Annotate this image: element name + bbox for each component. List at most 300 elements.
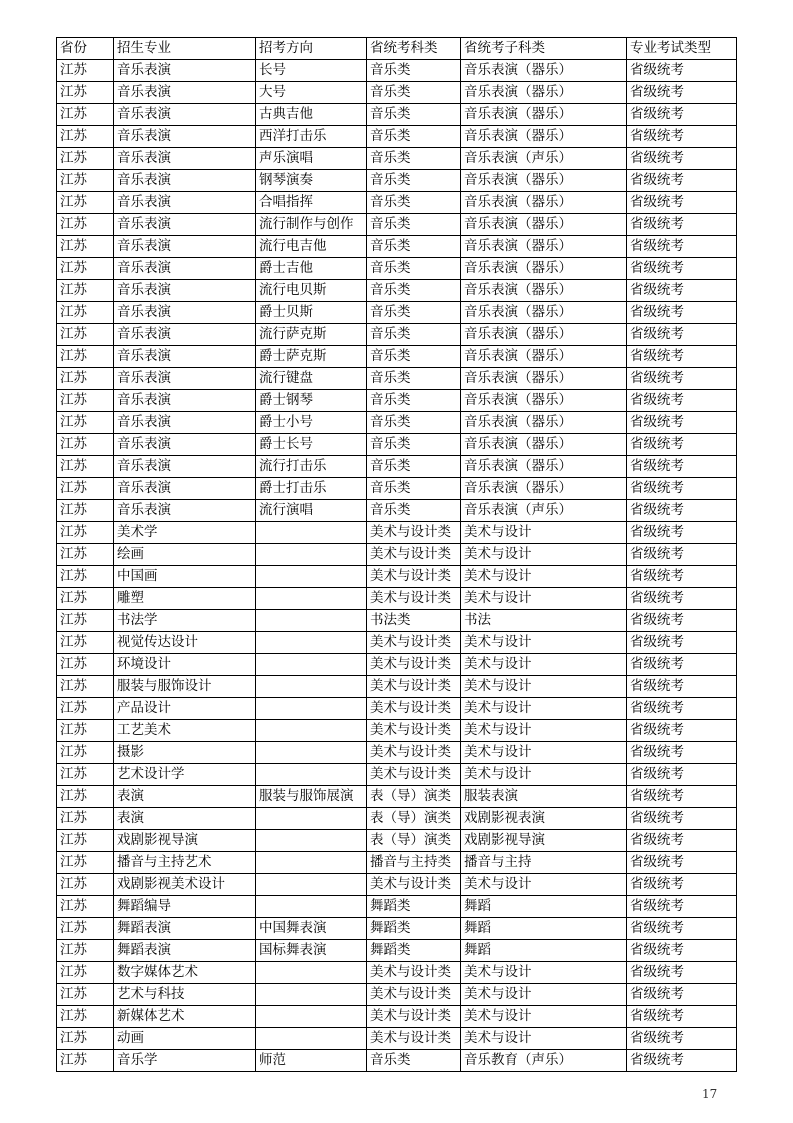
cell-major: 音乐表演 [114,170,256,192]
cell-exam-category: 音乐类 [367,258,461,280]
cell-exam-type: 省级统考 [627,324,737,346]
cell-province: 江苏 [57,148,114,170]
table-row [57,346,737,368]
table-row [57,236,737,258]
cell-exam-subcategory: 美术与设计 [461,632,627,654]
cell-exam-type: 省级统考 [627,148,737,170]
cell-province: 江苏 [57,742,114,764]
cell-major: 视觉传达设计 [114,632,256,654]
table-row [57,588,737,610]
table-row [57,192,737,214]
cell-direction: 流行演唱 [256,500,367,522]
cell-exam-category: 美术与设计类 [367,632,461,654]
cell-exam-category: 美术与设计类 [367,742,461,764]
cell-direction: 爵士打击乐 [256,478,367,500]
table-row [57,544,737,566]
table-row [57,82,737,104]
cell-exam-category: 舞蹈类 [367,896,461,918]
cell-exam-category: 音乐类 [367,500,461,522]
cell-direction [256,852,367,874]
cell-exam-type: 省级统考 [627,742,737,764]
table-row [57,962,737,984]
cell-exam-category: 音乐类 [367,346,461,368]
cell-direction: 合唱指挥 [256,192,367,214]
cell-exam-category: 美术与设计类 [367,544,461,566]
cell-major: 中国画 [114,566,256,588]
cell-direction: 爵士吉他 [256,258,367,280]
cell-direction: 爵士钢琴 [256,390,367,412]
cell-exam-category: 表（导）演类 [367,786,461,808]
cell-exam-category: 美术与设计类 [367,764,461,786]
cell-exam-type: 省级统考 [627,1006,737,1028]
table-row [57,566,737,588]
cell-province: 江苏 [57,918,114,940]
table-row [57,170,737,192]
cell-province: 江苏 [57,324,114,346]
cell-province: 江苏 [57,104,114,126]
cell-major: 新媒体艺术 [114,1006,256,1028]
cell-direction: 国标舞表演 [256,940,367,962]
cell-exam-category: 书法类 [367,610,461,632]
table-row [57,808,737,830]
cell-province: 江苏 [57,654,114,676]
cell-direction [256,764,367,786]
cell-major: 美术学 [114,522,256,544]
cell-province: 江苏 [57,368,114,390]
cell-exam-subcategory: 音乐表演（声乐） [461,500,627,522]
cell-direction: 长号 [256,60,367,82]
cell-direction: 服装与服饰展演 [256,786,367,808]
cell-exam-category: 音乐类 [367,214,461,236]
cell-exam-type: 省级统考 [627,412,737,434]
cell-province: 江苏 [57,170,114,192]
cell-province: 江苏 [57,720,114,742]
cell-exam-type: 省级统考 [627,522,737,544]
cell-direction [256,874,367,896]
cell-exam-subcategory: 戏剧影视表演 [461,808,627,830]
table-row [57,126,737,148]
cell-exam-type: 省级统考 [627,588,737,610]
cell-exam-subcategory: 美术与设计 [461,588,627,610]
page-number: 17 [702,1087,718,1101]
cell-exam-type: 省级统考 [627,302,737,324]
cell-exam-category: 舞蹈类 [367,940,461,962]
cell-province: 江苏 [57,82,114,104]
cell-major: 艺术设计学 [114,764,256,786]
cell-major: 产品设计 [114,698,256,720]
cell-exam-category: 音乐类 [367,170,461,192]
cell-province: 江苏 [57,610,114,632]
cell-exam-subcategory: 舞蹈 [461,896,627,918]
cell-province: 江苏 [57,874,114,896]
cell-exam-category: 音乐类 [367,60,461,82]
cell-exam-subcategory: 美术与设计 [461,962,627,984]
cell-exam-category: 美术与设计类 [367,522,461,544]
cell-exam-subcategory: 音乐表演（器乐） [461,236,627,258]
cell-major: 戏剧影视导演 [114,830,256,852]
cell-exam-category: 音乐类 [367,1050,461,1072]
cell-direction [256,1006,367,1028]
cell-direction: 流行电吉他 [256,236,367,258]
cell-province: 江苏 [57,896,114,918]
table-row [57,456,737,478]
cell-major: 音乐表演 [114,104,256,126]
cell-province: 江苏 [57,302,114,324]
cell-exam-subcategory: 音乐表演（器乐） [461,302,627,324]
cell-exam-type: 省级统考 [627,676,737,698]
table-row [57,852,737,874]
cell-exam-type: 省级统考 [627,786,737,808]
cell-major: 音乐表演 [114,82,256,104]
cell-exam-subcategory: 音乐表演（器乐） [461,214,627,236]
cell-exam-subcategory: 音乐表演（器乐） [461,258,627,280]
cell-exam-type: 省级统考 [627,698,737,720]
cell-exam-subcategory: 戏剧影视导演 [461,830,627,852]
header-exam-category: 省统考科类 [367,38,461,60]
cell-major: 音乐表演 [114,214,256,236]
cell-major: 摄影 [114,742,256,764]
cell-major: 音乐表演 [114,346,256,368]
cell-exam-category: 音乐类 [367,236,461,258]
cell-province: 江苏 [57,60,114,82]
cell-major: 音乐表演 [114,434,256,456]
cell-direction [256,632,367,654]
cell-exam-type: 省级统考 [627,610,737,632]
cell-direction: 古典吉他 [256,104,367,126]
cell-major: 表演 [114,808,256,830]
cell-direction: 流行打击乐 [256,456,367,478]
cell-exam-category: 音乐类 [367,192,461,214]
cell-exam-subcategory: 舞蹈 [461,940,627,962]
cell-province: 江苏 [57,676,114,698]
table-row [57,1050,737,1072]
cell-exam-category: 舞蹈类 [367,918,461,940]
cell-major: 音乐表演 [114,236,256,258]
cell-exam-category: 音乐类 [367,302,461,324]
cell-direction: 师范 [256,1050,367,1072]
cell-exam-subcategory: 美术与设计 [461,984,627,1006]
cell-province: 江苏 [57,434,114,456]
cell-major: 舞蹈表演 [114,918,256,940]
cell-province: 江苏 [57,808,114,830]
cell-exam-type: 省级统考 [627,962,737,984]
cell-exam-subcategory: 音乐表演（器乐） [461,82,627,104]
cell-exam-subcategory: 音乐表演（器乐） [461,104,627,126]
cell-exam-type: 省级统考 [627,764,737,786]
cell-major: 音乐表演 [114,126,256,148]
cell-major: 艺术与科技 [114,984,256,1006]
cell-exam-type: 省级统考 [627,434,737,456]
cell-exam-type: 省级统考 [627,720,737,742]
cell-exam-type: 省级统考 [627,82,737,104]
cell-exam-type: 省级统考 [627,654,737,676]
cell-exam-category: 音乐类 [367,478,461,500]
cell-major: 工艺美术 [114,720,256,742]
cell-exam-type: 省级统考 [627,500,737,522]
table-row [57,940,737,962]
cell-exam-category: 美术与设计类 [367,984,461,1006]
table-row [57,478,737,500]
cell-exam-subcategory: 美术与设计 [461,676,627,698]
cell-province: 江苏 [57,280,114,302]
table-row [57,324,737,346]
cell-exam-type: 省级统考 [627,808,737,830]
table-row [57,654,737,676]
cell-province: 江苏 [57,1028,114,1050]
cell-exam-category: 音乐类 [367,434,461,456]
cell-major: 雕塑 [114,588,256,610]
cell-exam-category: 音乐类 [367,390,461,412]
cell-exam-category: 表（导）演类 [367,808,461,830]
cell-major: 服装与服饰设计 [114,676,256,698]
table-row [57,720,737,742]
cell-major: 音乐学 [114,1050,256,1072]
cell-direction [256,896,367,918]
cell-exam-subcategory: 音乐表演（器乐） [461,170,627,192]
cell-exam-subcategory: 美术与设计 [461,764,627,786]
cell-direction: 声乐演唱 [256,148,367,170]
cell-exam-category: 美术与设计类 [367,1006,461,1028]
cell-exam-subcategory: 美术与设计 [461,1028,627,1050]
cell-province: 江苏 [57,632,114,654]
cell-exam-type: 省级统考 [627,170,737,192]
table-row [57,258,737,280]
cell-exam-type: 省级统考 [627,896,737,918]
cell-direction [256,1028,367,1050]
cell-major: 音乐表演 [114,258,256,280]
table-row [57,918,737,940]
cell-exam-type: 省级统考 [627,830,737,852]
table-row [57,610,737,632]
cell-direction: 西洋打击乐 [256,126,367,148]
table-row [57,60,737,82]
cell-exam-type: 省级统考 [627,874,737,896]
table-row [57,148,737,170]
cell-exam-subcategory: 音乐表演（声乐） [461,148,627,170]
cell-province: 江苏 [57,698,114,720]
cell-province: 江苏 [57,1050,114,1072]
cell-major: 动画 [114,1028,256,1050]
cell-major: 音乐表演 [114,368,256,390]
cell-exam-type: 省级统考 [627,544,737,566]
table-row [57,698,737,720]
table-row [57,896,737,918]
cell-exam-subcategory: 音乐表演（器乐） [461,478,627,500]
table-row [57,302,737,324]
cell-exam-type: 省级统考 [627,390,737,412]
table-row [57,742,737,764]
cell-major: 环境设计 [114,654,256,676]
cell-exam-type: 省级统考 [627,236,737,258]
cell-direction [256,830,367,852]
table-row [57,434,737,456]
cell-exam-type: 省级统考 [627,1028,737,1050]
cell-province: 江苏 [57,588,114,610]
cell-exam-category: 美术与设计类 [367,698,461,720]
cell-direction: 爵士萨克斯 [256,346,367,368]
cell-province: 江苏 [57,1006,114,1028]
table-row [57,412,737,434]
cell-province: 江苏 [57,456,114,478]
cell-exam-type: 省级统考 [627,852,737,874]
cell-direction: 爵士长号 [256,434,367,456]
cell-exam-category: 美术与设计类 [367,874,461,896]
cell-direction: 爵士小号 [256,412,367,434]
cell-exam-subcategory: 服装表演 [461,786,627,808]
cell-exam-category: 美术与设计类 [367,566,461,588]
cell-exam-subcategory: 播音与主持 [461,852,627,874]
cell-direction [256,566,367,588]
cell-exam-subcategory: 美术与设计 [461,566,627,588]
header-major: 招生专业 [114,38,256,60]
cell-major: 音乐表演 [114,148,256,170]
cell-exam-type: 省级统考 [627,456,737,478]
cell-exam-category: 美术与设计类 [367,654,461,676]
cell-major: 音乐表演 [114,390,256,412]
cell-province: 江苏 [57,390,114,412]
header-exam-type: 专业考试类型 [627,38,737,60]
cell-exam-subcategory: 音乐表演（器乐） [461,434,627,456]
cell-exam-subcategory: 美术与设计 [461,698,627,720]
cell-direction: 中国舞表演 [256,918,367,940]
cell-direction [256,720,367,742]
cell-exam-type: 省级统考 [627,368,737,390]
cell-direction [256,676,367,698]
cell-major: 音乐表演 [114,60,256,82]
cell-exam-type: 省级统考 [627,214,737,236]
cell-exam-category: 音乐类 [367,456,461,478]
cell-direction [256,984,367,1006]
table-row [57,214,737,236]
cell-direction [256,698,367,720]
cell-exam-subcategory: 音乐表演（器乐） [461,368,627,390]
header-direction: 招考方向 [256,38,367,60]
cell-major: 绘画 [114,544,256,566]
cell-exam-category: 音乐类 [367,104,461,126]
cell-exam-type: 省级统考 [627,632,737,654]
cell-exam-subcategory: 音乐表演（器乐） [461,456,627,478]
cell-exam-category: 美术与设计类 [367,1028,461,1050]
cell-province: 江苏 [57,544,114,566]
cell-exam-type: 省级统考 [627,192,737,214]
table-row [57,280,737,302]
table-row [57,764,737,786]
cell-exam-category: 音乐类 [367,82,461,104]
cell-exam-subcategory: 音乐表演（器乐） [461,346,627,368]
cell-exam-category: 美术与设计类 [367,588,461,610]
cell-exam-type: 省级统考 [627,566,737,588]
cell-direction: 大号 [256,82,367,104]
cell-major: 播音与主持艺术 [114,852,256,874]
cell-exam-type: 省级统考 [627,940,737,962]
cell-major: 书法学 [114,610,256,632]
cell-province: 江苏 [57,852,114,874]
table-row [57,368,737,390]
cell-province: 江苏 [57,830,114,852]
cell-direction [256,522,367,544]
table-row [57,874,737,896]
cell-province: 江苏 [57,940,114,962]
cell-exam-type: 省级统考 [627,104,737,126]
cell-major: 音乐表演 [114,500,256,522]
cell-province: 江苏 [57,500,114,522]
cell-major: 舞蹈表演 [114,940,256,962]
cell-exam-category: 音乐类 [367,412,461,434]
cell-exam-subcategory: 音乐表演（器乐） [461,390,627,412]
cell-exam-type: 省级统考 [627,126,737,148]
cell-major: 音乐表演 [114,324,256,346]
cell-exam-type: 省级统考 [627,258,737,280]
cell-exam-type: 省级统考 [627,984,737,1006]
admissions-table [56,37,737,1072]
cell-direction [256,610,367,632]
cell-major: 戏剧影视美术设计 [114,874,256,896]
cell-major: 音乐表演 [114,412,256,434]
table-row [57,632,737,654]
table-row [57,786,737,808]
cell-exam-subcategory: 美术与设计 [461,874,627,896]
table-row [57,500,737,522]
table-row [57,830,737,852]
cell-province: 江苏 [57,962,114,984]
cell-major: 舞蹈编导 [114,896,256,918]
cell-direction [256,808,367,830]
table-row [57,676,737,698]
cell-province: 江苏 [57,522,114,544]
header-province: 省份 [57,38,114,60]
cell-province: 江苏 [57,236,114,258]
cell-direction: 流行电贝斯 [256,280,367,302]
cell-exam-category: 美术与设计类 [367,720,461,742]
cell-exam-category: 音乐类 [367,126,461,148]
cell-exam-subcategory: 音乐表演（器乐） [461,324,627,346]
cell-province: 江苏 [57,984,114,1006]
cell-exam-subcategory: 音乐表演（器乐） [461,126,627,148]
cell-exam-category: 音乐类 [367,280,461,302]
cell-major: 音乐表演 [114,192,256,214]
cell-exam-type: 省级统考 [627,60,737,82]
table-row [57,984,737,1006]
table-row [57,390,737,412]
cell-major: 音乐表演 [114,302,256,324]
cell-major: 音乐表演 [114,280,256,302]
table-row [57,1006,737,1028]
cell-exam-type: 省级统考 [627,280,737,302]
cell-province: 江苏 [57,192,114,214]
cell-exam-subcategory: 美术与设计 [461,742,627,764]
cell-exam-category: 美术与设计类 [367,962,461,984]
cell-major: 音乐表演 [114,456,256,478]
cell-direction: 流行制作与创作 [256,214,367,236]
cell-exam-subcategory: 音乐表演（器乐） [461,412,627,434]
cell-exam-subcategory: 美术与设计 [461,720,627,742]
cell-exam-category: 音乐类 [367,368,461,390]
cell-province: 江苏 [57,258,114,280]
cell-exam-subcategory: 美术与设计 [461,522,627,544]
cell-exam-type: 省级统考 [627,918,737,940]
cell-major: 表演 [114,786,256,808]
cell-province: 江苏 [57,764,114,786]
cell-province: 江苏 [57,412,114,434]
cell-exam-category: 音乐类 [367,324,461,346]
cell-exam-type: 省级统考 [627,478,737,500]
cell-exam-category: 美术与设计类 [367,676,461,698]
table-row [57,1028,737,1050]
cell-exam-subcategory: 音乐表演（器乐） [461,192,627,214]
cell-exam-category: 表（导）演类 [367,830,461,852]
table-row [57,522,737,544]
cell-direction: 流行键盘 [256,368,367,390]
